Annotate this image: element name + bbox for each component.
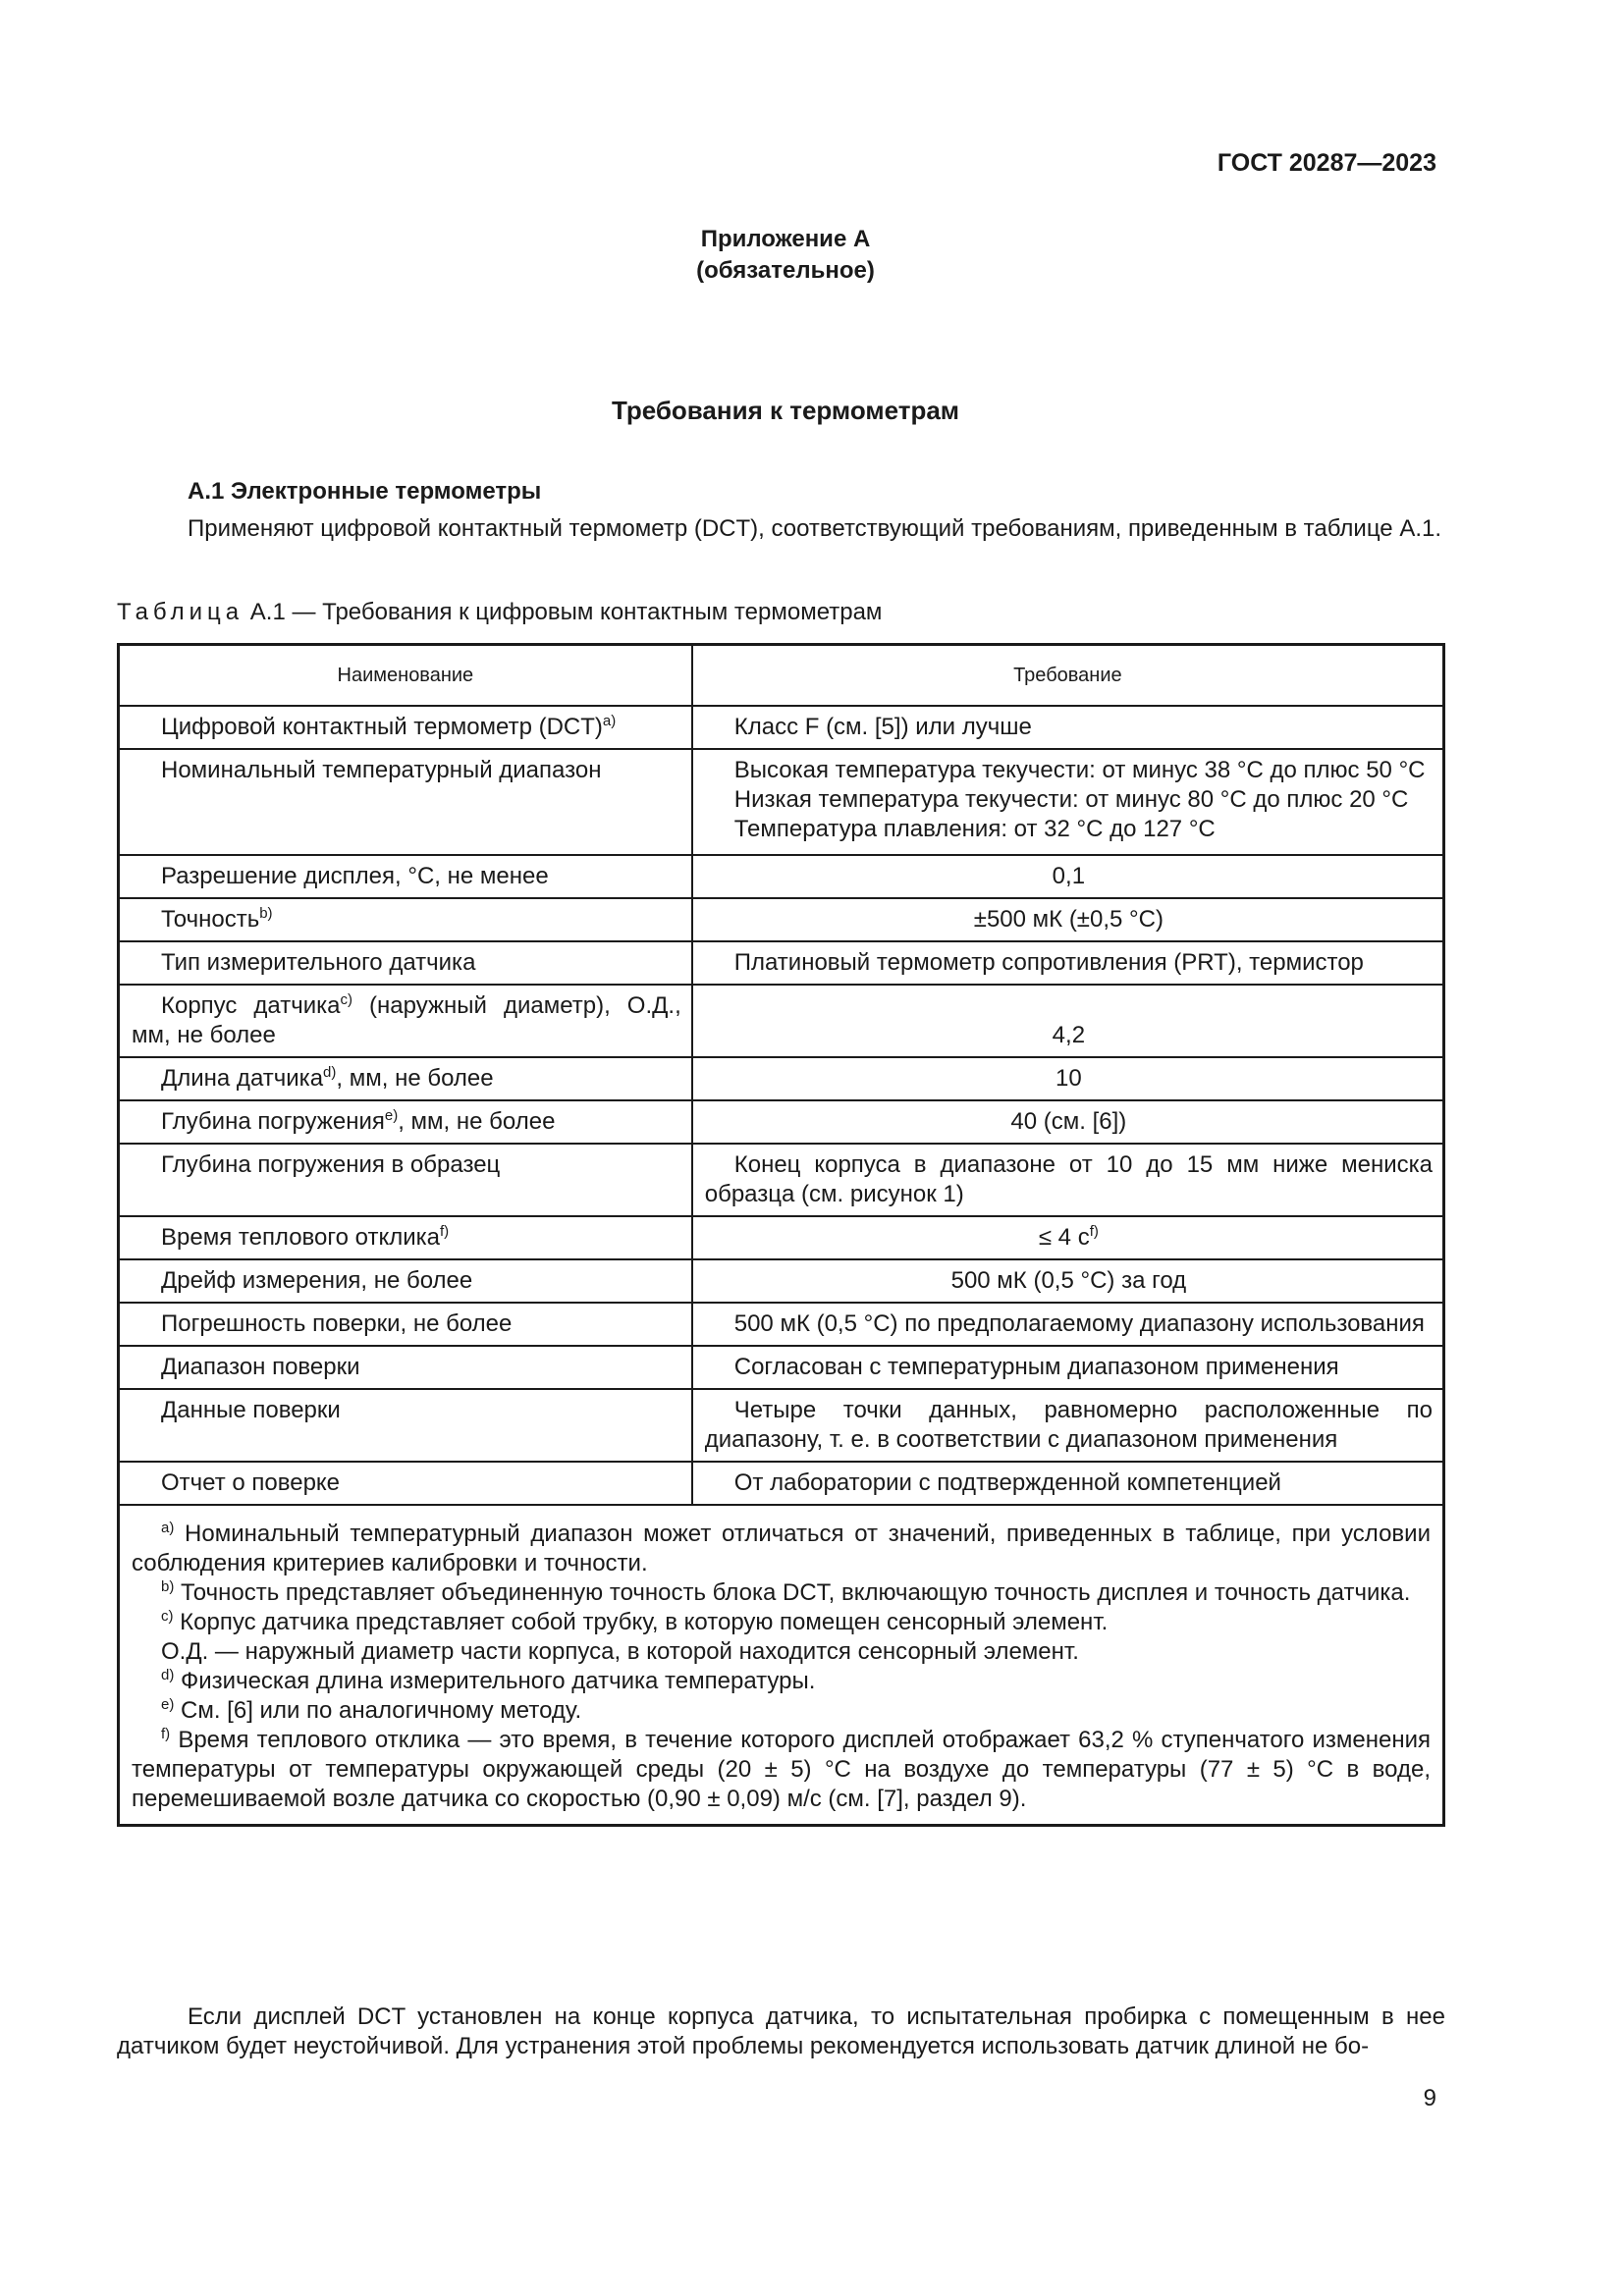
- row-requirement: Согласован с температурным диапазоном применения: [733, 1354, 1339, 1380]
- clause-heading: А.1 Электронные термометры: [188, 478, 542, 505]
- row-name: Отчет о поверке: [161, 1469, 341, 1496]
- table-row: [119, 749, 1444, 855]
- standard-code: ГОСТ 20287—2023: [1217, 149, 1436, 177]
- table-row: [119, 1216, 1444, 1259]
- row-name: Разрешение дисплея, °С, не менее: [161, 863, 549, 889]
- table-row: [119, 1100, 1444, 1144]
- table-row: [119, 1144, 1444, 1216]
- row-requirement: Конец корпуса в диапазоне от 10 до 15 мм ниже мениска образца (см. рисунок 1): [704, 1151, 1433, 1207]
- table-footnotes-row: [119, 1505, 1444, 1826]
- table-row: [119, 985, 1444, 1057]
- column-header-name: Наименование: [119, 645, 692, 707]
- row-requirement: Класс F (см. [5]) или лучше: [733, 714, 1032, 740]
- footnote-ref: d): [323, 1064, 337, 1081]
- row-name: Длина датчика: [161, 1065, 324, 1092]
- footnote-mark: b): [161, 1578, 175, 1595]
- table-caption: [117, 599, 882, 626]
- table-caption-label: Таблица: [117, 599, 244, 625]
- row-name: Глубина погружения: [161, 1108, 385, 1135]
- requirements-table: [117, 643, 1445, 1827]
- table-caption-text: А.1 — Требования к цифровым контактным термометрам: [249, 599, 883, 625]
- row-name: Время теплового отклика: [161, 1224, 440, 1251]
- footnote: $^{e)}$ См. [6] или по аналогичному методу.: [161, 1696, 582, 1724]
- row-requirement: Температура плавления: от 32 °С до 127 °С: [733, 816, 1216, 842]
- footnote-ref: e): [384, 1107, 399, 1124]
- row-requirement: Платиновый термометр сопротивления (PRT), термистор: [733, 949, 1364, 976]
- row-requirement: От лаборатории с подтвержденной компетенцией: [733, 1469, 1281, 1496]
- row-requirement: 4,2: [1052, 1022, 1086, 1048]
- row-name: Цифровой контактный термометр (DCT): [161, 714, 603, 740]
- appendix-heading: [0, 224, 1571, 287]
- footnote: $^{b)}$ Точность представляет объединенную точность блока DCT, включающую точность дисплея и точность датчика.: [161, 1578, 1411, 1606]
- row-name: Погрешность поверки, не более: [161, 1310, 513, 1337]
- appendix-title: Приложение А: [700, 226, 871, 252]
- footnote: $^{d)}$ Физическая длина измерительного датчика температуры.: [161, 1667, 816, 1694]
- table-row: [119, 1057, 1444, 1100]
- footnote-note: О.Д. — наружный диаметр части корпуса, в которой находится сенсорный элемент.: [161, 1638, 1079, 1665]
- footnote: $^{f)}$ Время теплового отклика — это время, в течение которого дисплей отображает 63,2 % ступенчатого изменения температуры от температуры окружающей среды (20 ± 5) °С на воздухе до температуры (77 ± 5) °С в воде, перемешиваемой возле датчика со скоростью (0,90 ± 0,09) м/с (см. [7], раздел 9).: [132, 1726, 1432, 1812]
- footnote-ref: b): [259, 905, 273, 922]
- row-name: Точность: [161, 906, 260, 933]
- row-requirement: 500 мК (0,5 °С) по предполагаемому диапазону использования: [733, 1310, 1425, 1337]
- row-requirement: ±500 мК (±0,5 °С): [973, 906, 1164, 933]
- footnote-ref: f): [1089, 1223, 1099, 1240]
- row-requirement: 500 мК (0,5 °С) за год: [950, 1267, 1187, 1294]
- footnote-mark: f): [161, 1726, 171, 1742]
- section-title: Требования к термометрам: [611, 396, 960, 425]
- row-name-cont: , мм, не более: [336, 1065, 494, 1092]
- row-name: Тип измерительного датчика: [161, 949, 476, 976]
- footnote-mark: a): [161, 1520, 175, 1536]
- row-requirement: Четыре точки данных, равномерно расположенные по диапазону, т. е. в соответствии с диапазоном применения: [704, 1397, 1433, 1453]
- column-header-requirement: Требование: [692, 645, 1444, 707]
- row-name: Диапазон поверки: [161, 1354, 360, 1380]
- page-number: 9: [1423, 2085, 1436, 2111]
- table-row: [119, 898, 1444, 941]
- footnote: $^{c)}$ Корпус датчика представляет собой трубку, в которую помещен сенсорный элемент.: [161, 1608, 1109, 1635]
- row-requirement: 40 (см. [6]): [1010, 1108, 1127, 1135]
- appendix-status: (обязательное): [696, 257, 875, 284]
- table-row: [119, 1259, 1444, 1303]
- row-name: Данные поверки: [161, 1397, 341, 1423]
- row-requirement: 10: [1056, 1065, 1082, 1092]
- row-requirement: 0,1: [1052, 863, 1086, 889]
- body-paragraph: Если дисплей DCT установлен на конце корпуса датчика, то испытательная пробирка с помещенным в нее датчиком будет неустойчивой. Для устранения этой проблемы рекомендуется использовать датчик длиной не бо-: [117, 2003, 1445, 2059]
- row-name-cont: , мм, не более: [398, 1108, 556, 1135]
- row-name-cont: (наружный диаметр), О.Д., мм, не более: [132, 992, 681, 1048]
- clause-intro: Применяют цифровой контактный термометр (DCT), соответствующий требованиям, приведенным в таблице А.1.: [188, 515, 1442, 542]
- table-row: [119, 1303, 1444, 1346]
- row-name: Дрейф измерения, не более: [161, 1267, 473, 1294]
- table-row: [119, 855, 1444, 898]
- table-row: [119, 941, 1444, 985]
- footnote-mark: e): [161, 1696, 175, 1713]
- footnote-mark: c): [161, 1608, 174, 1625]
- table-footnotes: [120, 1506, 1442, 1824]
- row-name: Корпус датчика: [161, 992, 341, 1019]
- footnote-ref: c): [340, 991, 353, 1008]
- row-name: Глубина погружения в образец: [161, 1151, 501, 1178]
- table-row: [119, 1462, 1444, 1505]
- row-requirement: Высокая температура текучести: от минус 38 °С до плюс 50 °С: [733, 757, 1426, 783]
- footnote: $^{a)}$ Номинальный температурный диапазон может отличаться от значений, приведенных в таблице, при условии соблюдения критериев калибровки и точности.: [132, 1520, 1431, 1576]
- table-row: [119, 1346, 1444, 1389]
- table-row: [119, 1389, 1444, 1462]
- table-header-row: [119, 645, 1444, 707]
- row-requirement: Низкая температура текучести: от минус 80 °С до плюс 20 °С: [733, 786, 1409, 813]
- footnote-ref: f): [440, 1223, 450, 1240]
- row-requirement: ≤ 4 с: [1038, 1224, 1090, 1251]
- footnote-ref: a): [602, 713, 617, 729]
- footnote-mark: d): [161, 1667, 175, 1683]
- row-name: Номинальный температурный диапазон: [161, 757, 602, 783]
- table-row: [119, 706, 1444, 749]
